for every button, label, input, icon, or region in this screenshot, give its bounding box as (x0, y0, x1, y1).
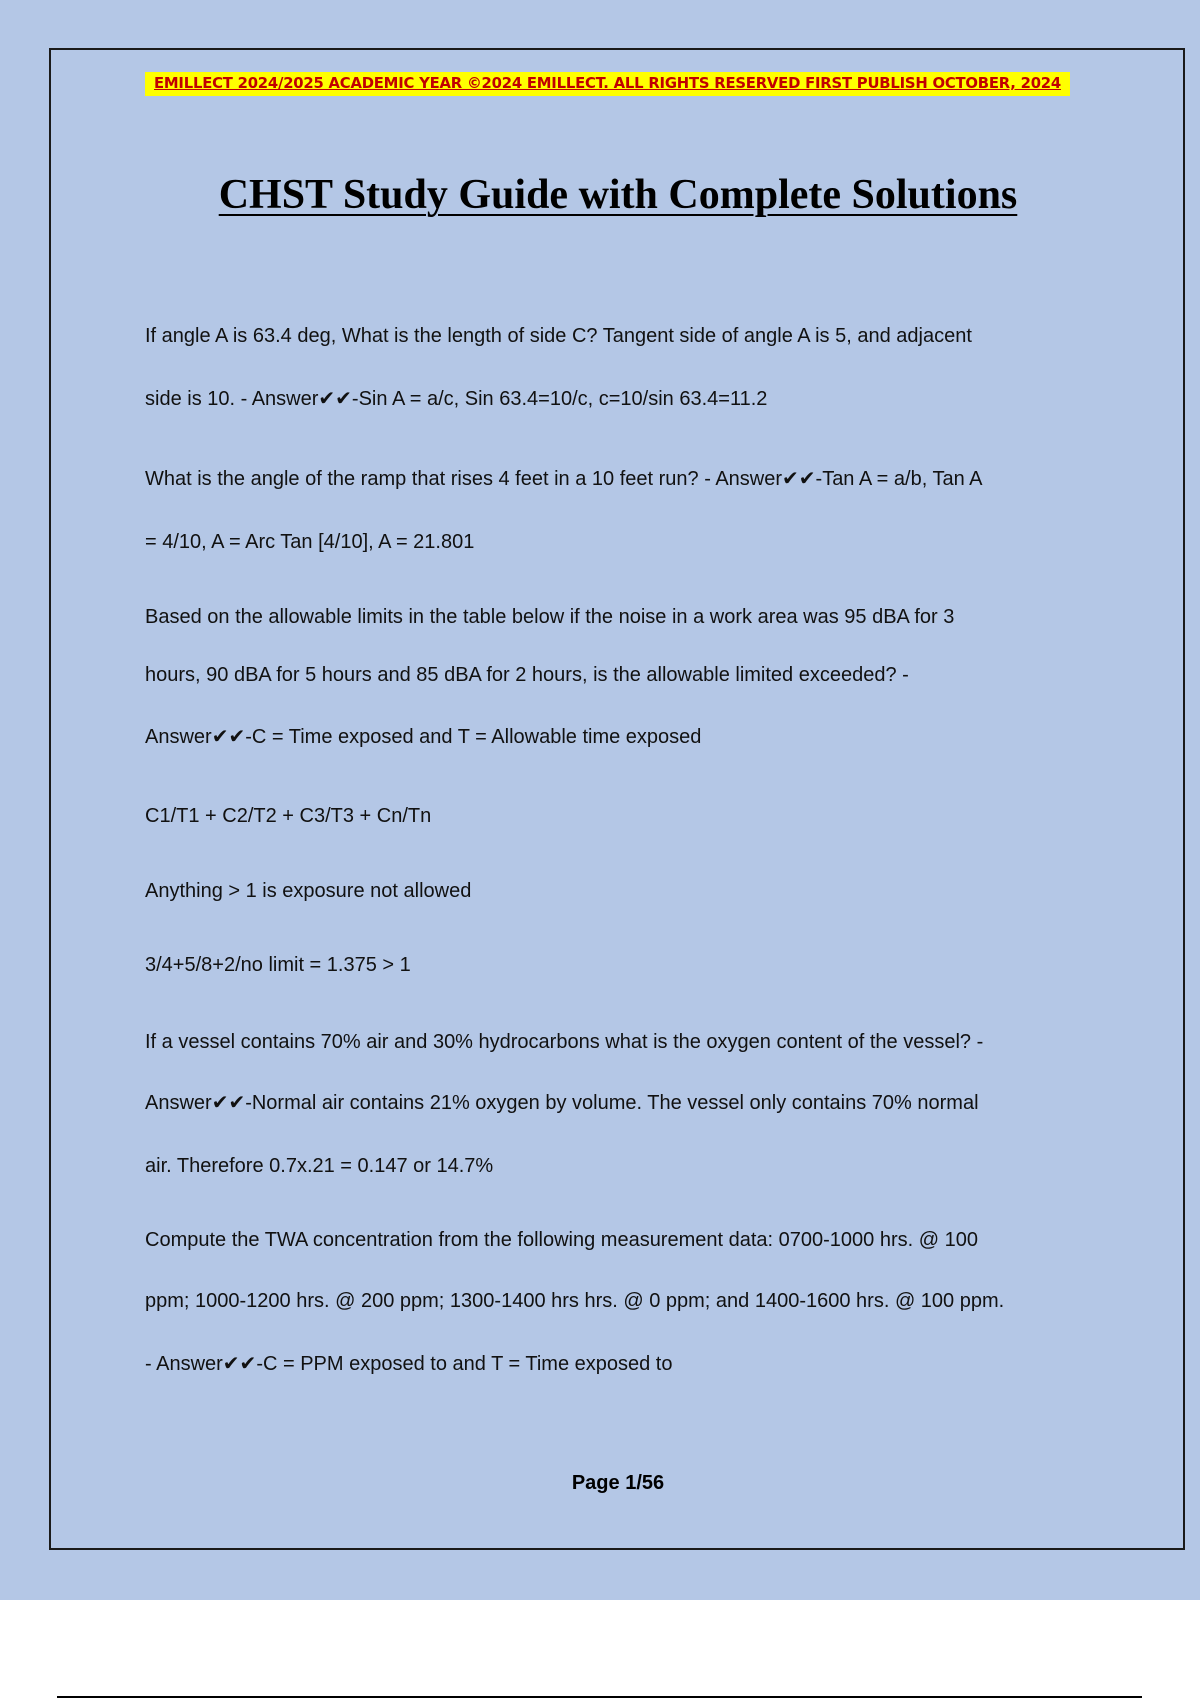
text-line: Answer✔✔-Normal air contains 21% oxygen by volume. The vessel only contains 70% normal (145, 1092, 979, 1114)
text-line: What is the angle of the ramp that rises 4 feet in a 10 feet run? - Answer✔✔-Tan A = a/b, Tan A (145, 468, 983, 490)
text-line: C1/T1 + C2/T2 + C3/T3 + Cn/Tn (145, 805, 432, 827)
text-line: Answer✔✔-C = Time exposed and T = Allowable time exposed (145, 726, 702, 748)
document-title (0, 165, 1200, 225)
text-line: side is 10. - Answer✔✔-Sin A = a/c, Sin 63.4=10/c, c=10/sin 63.4=11.2 (145, 388, 768, 410)
copyright-banner: EMILLECT 2024/2025 ACADEMIC YEAR ©2024 EMILLECT. ALL RIGHTS RESERVED FIRST PUBLISH OCTOBER, 2024 (145, 72, 1070, 96)
text-line: Based on the allowable limits in the table below if the noise in a work area was 95 dBA for 3 (145, 606, 955, 628)
text-line: hours, 90 dBA for 5 hours and 85 dBA for 2 hours, is the allowable limited exceeded? - (145, 664, 909, 686)
text-line: Compute the TWA concentration from the following measurement data: 0700-1000 hrs. @ 100 (145, 1229, 978, 1251)
text-line: = 4/10, A = Arc Tan [4/10], A = 21.801 (145, 531, 475, 553)
text-line: ppm; 1000-1200 hrs. @ 200 ppm; 1300-1400 hrs hrs. @ 0 ppm; and 1400-1600 hrs. @ 100 ppm. (145, 1290, 1005, 1312)
text-line: If a vessel contains 70% air and 30% hydrocarbons what is the oxygen content of the vessel? - (145, 1031, 984, 1053)
page-number: Page 1/56 (571, 1472, 665, 1494)
text-line: air. Therefore 0.7x.21 = 0.147 or 14.7% (145, 1155, 494, 1177)
page-border (49, 48, 1185, 1550)
text-line: If angle A is 63.4 deg, What is the length of side C? Tangent side of angle A is 5, and adjacent (145, 325, 972, 347)
text-line: Anything > 1 is exposure not allowed (145, 880, 472, 902)
document-title-text: CHST Study Guide with Complete Solutions (218, 172, 1018, 218)
text-line: 3/4+5/8+2/no limit = 1.375 > 1 (145, 954, 411, 976)
text-line: - Answer✔✔-C = PPM exposed to and T = Time exposed to (145, 1353, 673, 1375)
divider (57, 1696, 1142, 1698)
